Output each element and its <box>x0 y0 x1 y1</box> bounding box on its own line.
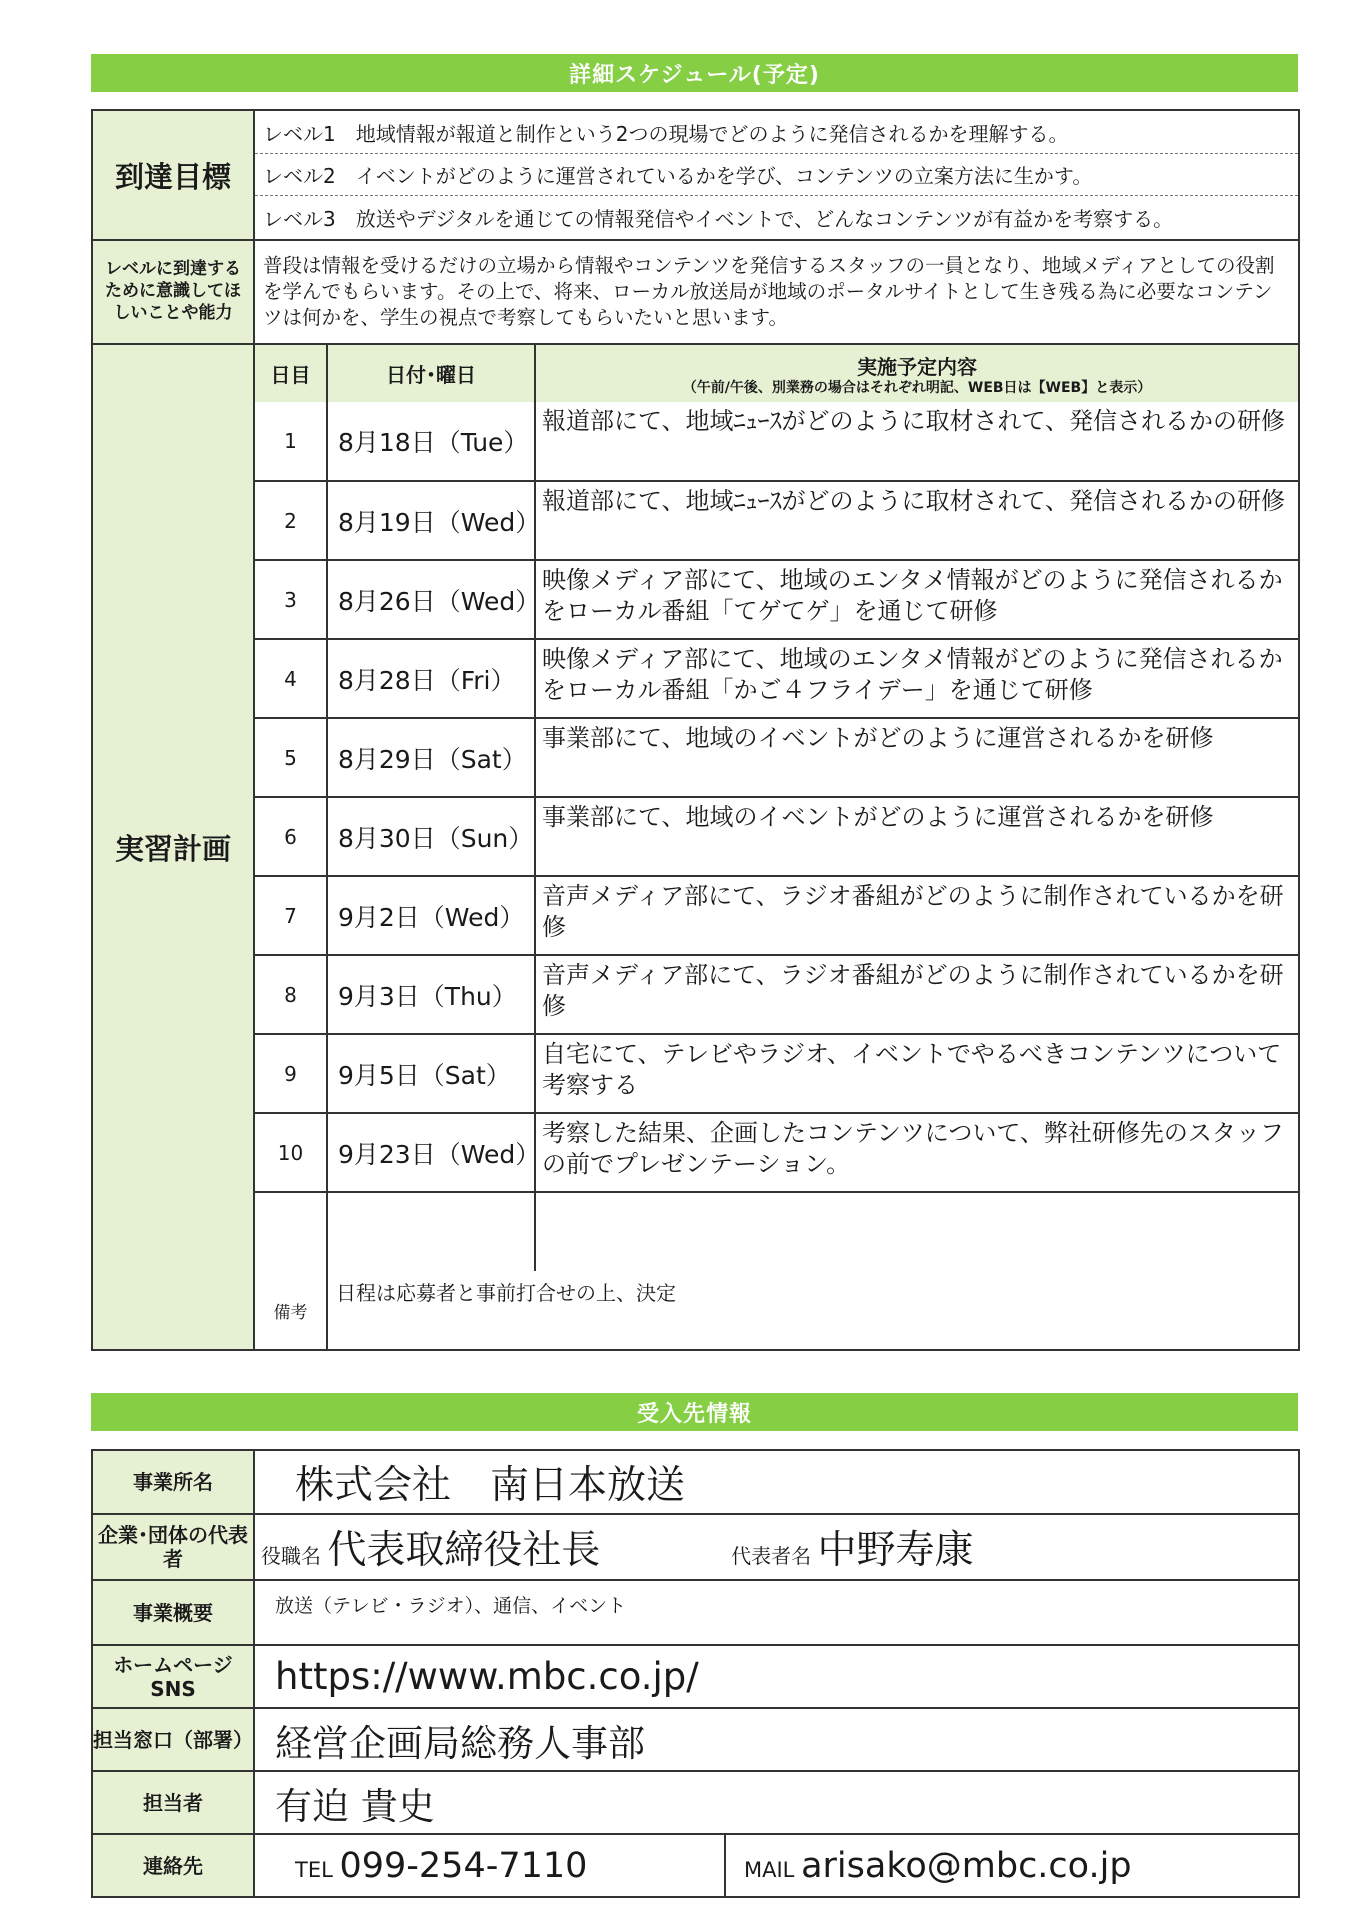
company-label: 事業所名 <box>92 1450 254 1514</box>
day-cell: 6 <box>255 797 327 876</box>
person-label: 担当者 <box>92 1771 254 1834</box>
date-cell: 8月19日（Wed） <box>327 481 535 560</box>
mail-cell <box>725 1834 1299 1897</box>
rep-name: 中野寿康 <box>817 1528 974 1573</box>
date-cell: 8月29日（Sat） <box>327 718 535 797</box>
dept-label: 担当窓口（部署） <box>92 1708 254 1771</box>
day-cell: 9 <box>255 1034 327 1113</box>
table-row <box>255 955 1298 1034</box>
plan-label: 実習計画 <box>92 344 254 1350</box>
content-header-title: 実施予定内容 <box>857 354 977 379</box>
content-cell: 自宅にて、テレビやラジオ、イベントでやるべきコンテンツについて考察する <box>535 1034 1298 1113</box>
business-label: 事業概要 <box>92 1580 254 1645</box>
note-label: 備考 <box>255 1271 327 1349</box>
ability-label: レベルに到達するために意識してほしいことや能力 <box>92 240 254 344</box>
content-cell: 事業部にて、地域のイベントがどのように運営されるかを研修 <box>535 718 1298 797</box>
table-row <box>255 1113 1298 1192</box>
table-row <box>255 1192 1298 1271</box>
day-header: 日目 <box>255 345 327 402</box>
table-row <box>255 876 1298 955</box>
plan-table <box>255 345 1298 1349</box>
table-row <box>255 797 1298 876</box>
table-row <box>255 402 1298 481</box>
tel-value: 099-254-7110 <box>339 1845 588 1886</box>
table-row <box>255 718 1298 797</box>
mail-value[interactable]: arisako@mbc.co.jp <box>801 1845 1132 1886</box>
day-cell: 2 <box>255 481 327 560</box>
person-value: 有迫 貴史 <box>254 1771 1299 1834</box>
tel-label: TEL <box>295 1857 333 1882</box>
day-cell: 4 <box>255 639 327 718</box>
ability-text: 普段は情報を受けるだけの立場から情報やコンテンツを発信するスタッフの一員となり、地域メディアとしての役割を学んでもらいます。その上で、将来、ローカル放送局が地域のポータルサイトとして生き残る為に必要なコンテンツは何かを、学生の視点で考察してもらいたいと思います。 <box>254 240 1299 344</box>
day-cell <box>255 1192 327 1271</box>
note-text: 日程は応募者と事前打合せの上、決定 <box>327 1271 1298 1349</box>
content-cell: 映像メディア部にて、地域のエンタメ情報がどのように発信されるかをローカル番組「かご４フライデー」を通じて研修 <box>535 639 1298 718</box>
host-table <box>91 1449 1300 1898</box>
plan-cell <box>254 344 1299 1350</box>
homepage-label: ホームページSNS <box>92 1645 254 1708</box>
contact-label: 連絡先 <box>92 1834 254 1897</box>
goal-cell <box>254 110 1299 240</box>
position-value: 代表取締役社長 <box>327 1528 601 1573</box>
content-header <box>535 345 1298 402</box>
goal-level-3: レベル3 放送やデジタルを通じての情報発信やイベントで、どんなコンテンツが有益かを考察する。 <box>263 206 1174 231</box>
content-cell: 事業部にて、地域のイベントがどのように運営されるかを研修 <box>535 797 1298 876</box>
goal-level-1: レベル1 地域情報が報道と制作という2つの現場でどのように発信されるかを理解する。 <box>255 112 1298 154</box>
dept-value: 経営企画局総務人事部 <box>254 1708 1299 1771</box>
content-cell: 報道部にて、地域ﾆｭｰｽがどのように取材されて、発信されるかの研修 <box>535 402 1298 481</box>
content-header-note: （午前/午後、別業務の場合はそれぞれ明記、WEB日は【WEB】と表示） <box>682 379 1152 396</box>
date-cell: 9月2日（Wed） <box>327 876 535 955</box>
table-row <box>255 639 1298 718</box>
goal-level-2: レベル2 イベントがどのように運営されているかを学び、コンテンツの立案方法に生かす。 <box>255 154 1298 196</box>
date-cell: 9月5日（Sat） <box>327 1034 535 1113</box>
rep-cell <box>254 1514 1299 1580</box>
date-cell <box>327 1192 535 1271</box>
content-cell <box>535 1192 1298 1271</box>
content-cell: 報道部にて、地域ﾆｭｰｽがどのように取材されて、発信されるかの研修 <box>535 481 1298 560</box>
position-label: 役職名 <box>261 1544 321 1568</box>
day-cell: 8 <box>255 955 327 1034</box>
schedule-table <box>91 109 1300 1351</box>
homepage-link[interactable]: https://www.mbc.co.jp/ <box>254 1645 1299 1708</box>
day-cell: 1 <box>255 402 327 481</box>
date-cell: 9月3日（Thu） <box>327 955 535 1034</box>
business-text: 放送（テレビ・ラジオ）、通信、イベント <box>254 1580 1299 1645</box>
day-cell: 7 <box>255 876 327 955</box>
content-cell: 映像メディア部にて、地域のエンタメ情報がどのように発信されるかをローカル番組「てゲてゲ」を通じて研修 <box>535 560 1298 639</box>
date-cell: 9月23日（Wed） <box>327 1113 535 1192</box>
table-row <box>255 481 1298 560</box>
day-cell: 5 <box>255 718 327 797</box>
schedule-banner: 詳細スケジュール(予定) <box>91 54 1298 92</box>
table-row <box>255 1034 1298 1113</box>
content-cell: 音声メディア部にて、ラジオ番組がどのように制作されているかを研修 <box>535 955 1298 1034</box>
day-cell: 3 <box>255 560 327 639</box>
mail-label: MAIL <box>744 1857 795 1882</box>
table-row <box>255 560 1298 639</box>
date-cell: 8月26日（Wed） <box>327 560 535 639</box>
goal-label: 到達目標 <box>92 110 254 240</box>
tel-cell <box>254 1834 725 1897</box>
date-header: 日付･曜日 <box>327 345 535 402</box>
content-cell: 考察した結果、企画したコンテンツについて、弊社研修先のスタッフの前でプレゼンテーション。 <box>535 1113 1298 1192</box>
date-cell: 8月18日（Tue） <box>327 402 535 481</box>
rep-name-label: 代表者名 <box>731 1544 812 1568</box>
date-cell: 8月28日（Fri） <box>327 639 535 718</box>
content-cell: 音声メディア部にて、ラジオ番組がどのように制作されているかを研修 <box>535 876 1298 955</box>
company-name: 株式会社 南日本放送 <box>254 1450 1299 1514</box>
date-cell: 8月30日（Sun） <box>327 797 535 876</box>
day-cell: 10 <box>255 1113 327 1192</box>
rep-label: 企業･団体の代表者 <box>92 1514 254 1580</box>
host-banner: 受入先情報 <box>91 1393 1298 1431</box>
